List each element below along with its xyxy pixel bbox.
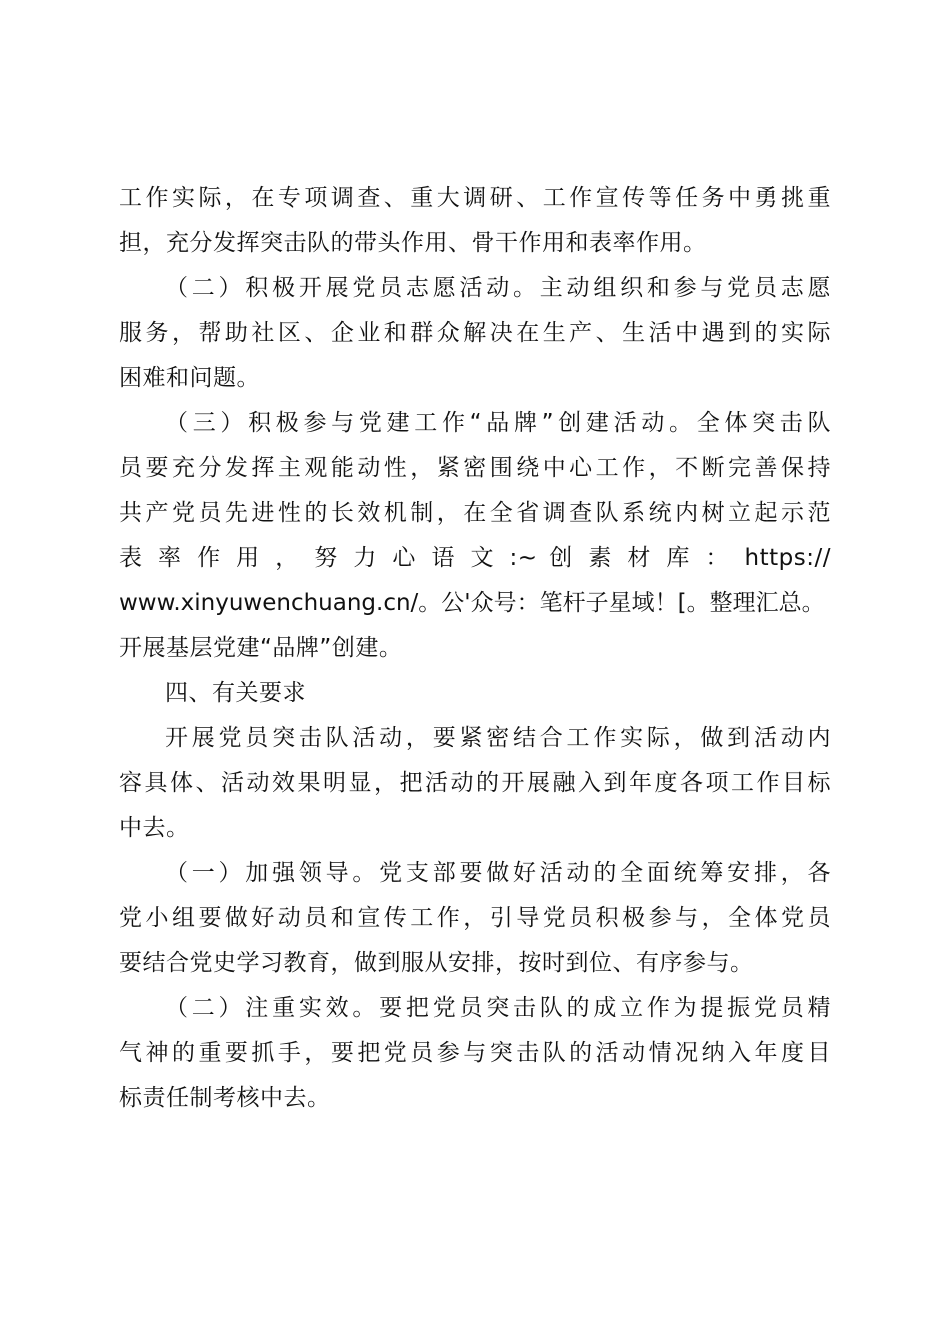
text-line: 容具体、活动效果明显，把活动的开展融入到年度各项工作目标 [119,770,831,796]
text-line: 担，充分发挥突击队的带头作用、骨干作用和表率作用。 [119,230,707,256]
text-line: 开展党员突击队活动，要紧密结合工作实际，做到活动内 [165,725,831,751]
text-line: 共产党员先进性的长效机制，在全省调查队系统内树立起示范 [119,500,831,526]
text-line: 困难和问题。 [119,365,260,391]
text-line: 服务，帮助社区、企业和群众解决在生产、生活中遇到的实际 [119,320,831,346]
text-line: （三）积极参与党建工作“品牌”创建活动。全体突击队 [165,410,831,436]
text-line: （二）积极开展党员志愿活动。主动组织和参与党员志愿 [165,275,831,301]
text-line: 中去。 [119,815,190,841]
text-line: 开展基层党建“品牌”创建。 [119,635,403,661]
text-line: 表 率 作 用 ， 努 力 心 语 文 :~ 创 素 材 库 ： https:// [119,545,831,571]
text-line: 标责任制考核中去。 [119,1085,331,1111]
section-heading: 四、有关要求 [165,680,306,706]
text-line: （一）加强领导。党支部要做好活动的全面统筹安排，各 [165,860,831,886]
text-line: www.xinyuwenchuang.cn/。公'众号：笔杆子星域！[。整理汇总。 [119,590,825,616]
text-line: 工作实际，在专项调查、重大调研、工作宣传等任务中勇挑重 [119,185,831,211]
text-line: 气神的重要抓手，要把党员参与突击队的活动情况纳入年度目 [119,1040,831,1066]
text-line: （二）注重实效。要把党员突击队的成立作为提振党员精 [165,995,831,1021]
text-line: 员要充分发挥主观能动性，紧密围绕中心工作，不断完善保持 [119,455,831,481]
text-line: 党小组要做好动员和宣传工作，引导党员积极参与，全体党员 [119,905,831,931]
text-line: 要结合党史学习教育，做到服从安排，按时到位、有序参与。 [119,950,754,976]
